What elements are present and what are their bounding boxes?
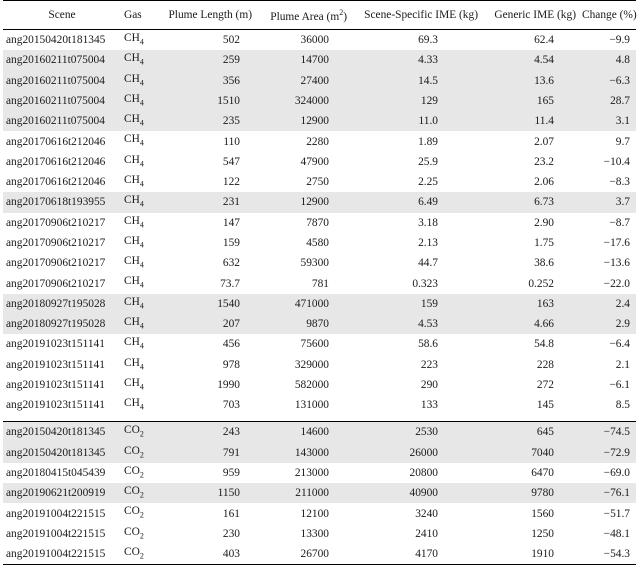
gas-cell — [121, 355, 158, 375]
gas-cell — [121, 503, 158, 523]
gas-base: CH — [124, 153, 140, 166]
plume-length-cell: 791 — [158, 443, 254, 463]
table-row — [3, 152, 636, 172]
gas-base: CH — [124, 356, 140, 369]
scene-cell: ang20160211t075004 — [3, 91, 121, 111]
scene-cell: ang20150420t181345 — [3, 443, 121, 463]
gas-base: CH — [124, 52, 140, 65]
plume-ime-table — [3, 0, 636, 565]
scene-cell: ang20191004t221515 — [6, 507, 106, 520]
scene-specific-ime-cell: 69.3 — [418, 34, 438, 47]
change-cell: −69.0 — [603, 467, 630, 480]
ch4-section — [3, 30, 636, 416]
generic-ime-cell: 145 — [536, 399, 554, 412]
change-cell: −76.1 — [580, 483, 636, 503]
scene-specific-ime-cell: 4.33 — [351, 50, 484, 70]
plume-length-cell: 403 — [158, 544, 254, 565]
generic-ime-cell: 1560 — [531, 507, 554, 520]
gas-base: CO — [124, 485, 140, 498]
generic-ime-cell: 6470 — [531, 467, 554, 480]
change-cell: −8.7 — [609, 216, 630, 229]
generic-ime-cell: 2.06 — [534, 176, 554, 189]
gas-base: CO — [124, 546, 140, 559]
change-cell: −51.7 — [603, 507, 630, 520]
header-scene-specific-ime: Scene-Specific IME (kg) — [364, 9, 478, 21]
gas-base: CO — [124, 424, 140, 437]
scene-cell: ang20150420t181345 — [6, 34, 106, 47]
scene-cell: ang20190621t200919 — [3, 483, 121, 503]
plume-area-cell: 131000 — [294, 399, 329, 412]
gas-subscript: 4 — [139, 240, 144, 250]
scene-cell: ang20160211t075004 — [3, 71, 121, 91]
plume-length-cell: 1510 — [158, 91, 254, 111]
gas-base: CH — [124, 336, 140, 349]
plume-length-cell: 230 — [222, 527, 240, 540]
generic-ime-cell: 13.6 — [484, 71, 580, 91]
generic-ime-cell: 62.4 — [534, 34, 554, 47]
gas-base: CH — [124, 92, 140, 105]
gas-base: CH — [124, 376, 140, 389]
plume-area-cell: 36000 — [300, 34, 329, 47]
plume-area-cell: 12900 — [254, 111, 351, 131]
gas-subscript: 2 — [139, 490, 144, 500]
scene-cell: ang20191023t151141 — [6, 378, 105, 391]
scene-specific-ime-cell: 3240 — [415, 507, 438, 520]
change-cell: −48.1 — [603, 527, 630, 540]
header-plume-area — [254, 1, 351, 30]
gas-cell — [121, 111, 158, 131]
gas-subscript: 4 — [139, 158, 144, 168]
change-cell: −10.4 — [603, 155, 630, 168]
table-row — [3, 503, 636, 523]
scene-cell: ang20160211t075004 — [3, 50, 121, 70]
gas-cell — [121, 172, 158, 192]
table-row — [3, 544, 636, 565]
scene-specific-ime-cell: 4.53 — [351, 314, 484, 334]
scene-specific-ime-cell: 25.9 — [418, 155, 438, 168]
scene-cell: ang20160211t075004 — [3, 111, 121, 131]
gas-subscript: 4 — [139, 280, 144, 290]
table-row — [3, 192, 636, 212]
gas-base: CH — [124, 234, 140, 247]
generic-ime-cell: 4.66 — [484, 314, 580, 334]
plume-table-container — [3, 0, 636, 565]
gas-cell — [121, 30, 158, 51]
plume-length-cell: 502 — [222, 34, 240, 47]
plume-area-cell: 9870 — [254, 314, 351, 334]
gas-subscript: 4 — [139, 321, 144, 331]
gas-subscript: 4 — [139, 300, 144, 310]
plume-area-cell: 12900 — [254, 192, 351, 212]
plume-length-cell: 235 — [158, 111, 254, 131]
plume-area-cell: 582000 — [294, 378, 329, 391]
gas-cell — [121, 50, 158, 70]
gas-base: CH — [124, 275, 140, 288]
plume-area-cell: 12100 — [300, 507, 329, 520]
plume-length-cell: 159 — [222, 236, 240, 249]
plume-area-cell: 7870 — [306, 216, 329, 229]
scene-cell: ang20170906t210217 — [6, 277, 106, 290]
plume-area-cell: 27400 — [254, 71, 351, 91]
gas-cell — [121, 483, 158, 503]
table-row — [3, 395, 636, 415]
scene-specific-ime-cell: 26000 — [351, 443, 484, 463]
gas-subscript: 4 — [139, 219, 144, 229]
scene-cell: ang20170618t193955 — [3, 192, 121, 212]
scene-specific-ime-cell: 133 — [420, 399, 438, 412]
scene-specific-ime-cell: 14.5 — [351, 71, 484, 91]
table-row — [3, 71, 636, 91]
scene-specific-ime-cell: 2.13 — [418, 236, 438, 249]
gas-subscript: 2 — [139, 510, 144, 520]
table-row — [3, 483, 636, 503]
gas-subscript: 2 — [139, 470, 144, 480]
scene-cell: ang20170906t210217 — [6, 257, 106, 270]
scene-cell: ang20170616t212046 — [6, 155, 106, 168]
table-row — [3, 422, 636, 443]
gas-cell — [121, 152, 158, 172]
scene-cell: ang20191023t151141 — [6, 338, 105, 351]
change-cell: 28.7 — [580, 91, 636, 111]
gas-cell — [121, 192, 158, 212]
scene-cell: ang20191023t151141 — [6, 399, 105, 412]
change-cell: −17.6 — [603, 236, 630, 249]
header-plume-area-close: ) — [343, 10, 347, 23]
gas-cell — [121, 544, 158, 565]
generic-ime-cell: 2.07 — [534, 135, 554, 148]
plume-length-cell: 456 — [222, 338, 240, 351]
table-row — [3, 314, 636, 334]
plume-length-cell: 1990 — [217, 378, 240, 391]
generic-ime-cell: 7040 — [484, 443, 580, 463]
gas-cell — [121, 71, 158, 91]
gas-subscript: 4 — [139, 37, 144, 47]
plume-area-cell: 324000 — [254, 91, 351, 111]
change-cell: 3.1 — [580, 111, 636, 131]
gas-cell — [121, 463, 158, 483]
change-cell: −9.9 — [609, 34, 630, 47]
plume-area-cell: 75600 — [300, 338, 329, 351]
plume-area-cell: 14600 — [254, 422, 351, 443]
scene-specific-ime-cell: 129 — [351, 91, 484, 111]
table-row — [3, 463, 636, 483]
generic-ime-cell: 165 — [484, 91, 580, 111]
plume-area-cell: 781 — [311, 277, 329, 290]
plume-area-cell: 329000 — [294, 358, 329, 371]
gas-subscript: 4 — [139, 77, 144, 87]
gas-subscript: 4 — [139, 118, 144, 128]
gas-base: CH — [124, 113, 140, 126]
scene-cell: ang20180415t045439 — [6, 467, 106, 480]
scene-specific-ime-cell: 40900 — [351, 483, 484, 503]
plume-area-cell: 13300 — [300, 527, 329, 540]
gas-subscript: 4 — [139, 341, 144, 351]
generic-ime-cell: 54.8 — [534, 338, 554, 351]
generic-ime-cell: 1.75 — [534, 236, 554, 249]
scene-cell: ang20191023t151141 — [6, 358, 105, 371]
generic-ime-cell: 1250 — [531, 527, 554, 540]
table-row — [3, 111, 636, 131]
plume-area-cell: 143000 — [254, 443, 351, 463]
plume-length-cell: 207 — [158, 314, 254, 334]
co2-section — [3, 422, 636, 565]
header-scene: Scene — [48, 9, 76, 21]
generic-ime-cell: 6.73 — [484, 192, 580, 212]
generic-ime-cell: 0.252 — [528, 277, 554, 290]
change-cell: 2.9 — [580, 314, 636, 334]
table-row — [3, 375, 636, 395]
scene-cell: ang20191004t221515 — [3, 544, 121, 565]
plume-length-cell: 243 — [158, 422, 254, 443]
header-change: Change (%) — [582, 9, 637, 21]
plume-length-cell: 978 — [222, 358, 240, 371]
gas-cell — [121, 131, 158, 151]
gas-subscript: 4 — [139, 98, 144, 108]
gas-subscript: 2 — [139, 449, 144, 459]
scene-specific-ime-cell: 4170 — [351, 544, 484, 565]
scene-specific-ime-cell: 1.89 — [418, 135, 438, 148]
header-plume-length: Plume Length (m) — [168, 9, 252, 21]
table-row — [3, 443, 636, 463]
plume-length-cell: 959 — [222, 467, 240, 480]
gas-base: CH — [124, 397, 140, 410]
gas-subscript: 4 — [139, 260, 144, 270]
scene-cell: ang20180927t195028 — [3, 314, 121, 334]
gas-base: CH — [124, 255, 140, 268]
plume-area-cell: 2280 — [306, 135, 329, 148]
change-cell: −74.5 — [580, 422, 636, 443]
header-generic-ime: Generic IME (kg) — [494, 9, 576, 21]
scene-specific-ime-cell: 223 — [420, 358, 438, 371]
generic-ime-cell: 9780 — [484, 483, 580, 503]
header-gas: Gas — [124, 9, 142, 21]
change-cell: 2.4 — [580, 294, 636, 314]
table-row — [3, 50, 636, 70]
gas-cell — [121, 375, 158, 395]
plume-area-cell: 4580 — [306, 236, 329, 249]
scene-specific-ime-cell: 290 — [420, 378, 438, 391]
generic-ime-cell: 4.54 — [484, 50, 580, 70]
gas-cell — [121, 395, 158, 415]
table-row — [3, 30, 636, 51]
table-row — [3, 213, 636, 233]
plume-area-cell: 213000 — [294, 467, 329, 480]
plume-area-cell: 14700 — [254, 50, 351, 70]
gas-base: CO — [124, 505, 140, 518]
plume-area-cell: 47900 — [300, 155, 329, 168]
gas-cell — [121, 233, 158, 253]
table-row — [3, 233, 636, 253]
plume-length-cell: 703 — [222, 399, 240, 412]
scene-specific-ime-cell: 159 — [351, 294, 484, 314]
change-cell: −6.3 — [580, 71, 636, 91]
table-row — [3, 172, 636, 192]
change-cell: −6.4 — [609, 338, 630, 351]
gas-cell — [121, 422, 158, 443]
scene-specific-ime-cell: 2530 — [351, 422, 484, 443]
gas-subscript: 2 — [139, 531, 144, 541]
scene-cell: ang20191004t221515 — [6, 527, 106, 540]
table-row — [3, 355, 636, 375]
gas-base: CH — [124, 295, 140, 308]
gas-subscript: 4 — [139, 382, 144, 392]
table-row — [3, 131, 636, 151]
plume-length-cell: 73.7 — [220, 277, 240, 290]
gas-base: CO — [124, 444, 140, 457]
table-row — [3, 334, 636, 354]
gas-cell — [121, 213, 158, 233]
scene-specific-ime-cell: 3.18 — [418, 216, 438, 229]
gas-base: CH — [124, 72, 140, 85]
scene-cell: ang20170616t212046 — [6, 135, 106, 148]
plume-length-cell: 122 — [222, 176, 240, 189]
plume-length-cell: 1150 — [158, 483, 254, 503]
gas-subscript: 2 — [139, 551, 144, 561]
table-row — [3, 91, 636, 111]
scene-specific-ime-cell: 58.6 — [418, 338, 438, 351]
change-cell: 3.7 — [580, 192, 636, 212]
gas-base: CH — [124, 173, 140, 186]
generic-ime-cell: 23.2 — [534, 155, 554, 168]
generic-ime-cell: 228 — [536, 358, 554, 371]
plume-area-cell: 2750 — [306, 176, 329, 189]
gas-subscript: 2 — [139, 429, 144, 439]
scene-specific-ime-cell: 20800 — [409, 467, 438, 480]
gas-base: CH — [124, 133, 140, 146]
gas-subscript: 4 — [139, 199, 144, 209]
table-row — [3, 273, 636, 293]
scene-cell: ang20180927t195028 — [3, 294, 121, 314]
plume-length-cell: 1540 — [158, 294, 254, 314]
generic-ime-cell: 2.90 — [534, 216, 554, 229]
table-row — [3, 294, 636, 314]
change-cell: −8.3 — [609, 176, 630, 189]
change-cell: −72.9 — [580, 443, 636, 463]
change-cell: 9.7 — [615, 135, 630, 148]
header-plume-area-text: Plume Area (m — [270, 10, 340, 23]
plume-length-cell: 110 — [223, 135, 240, 148]
change-cell: 4.8 — [580, 50, 636, 70]
header-row — [3, 1, 636, 30]
change-cell: −54.3 — [580, 544, 636, 565]
scene-cell: ang20170906t210217 — [6, 216, 106, 229]
plume-length-cell: 231 — [158, 192, 254, 212]
scene-specific-ime-cell: 2410 — [415, 527, 438, 540]
plume-area-cell: 471000 — [254, 294, 351, 314]
scene-cell: ang20150420t181345 — [3, 422, 121, 443]
plume-length-cell: 161 — [222, 507, 240, 520]
gas-subscript: 4 — [139, 361, 144, 371]
generic-ime-cell: 163 — [484, 294, 580, 314]
scene-specific-ime-cell: 44.7 — [418, 257, 438, 270]
generic-ime-cell: 272 — [536, 378, 554, 391]
gas-base: CO — [124, 525, 140, 538]
header-plume-area-sup: 2 — [339, 7, 344, 17]
gas-cell — [121, 314, 158, 334]
change-cell: −6.1 — [609, 378, 630, 391]
gas-cell — [121, 253, 158, 273]
scene-cell: ang20170616t212046 — [6, 176, 106, 189]
scene-specific-ime-cell: 6.49 — [351, 192, 484, 212]
plume-area-cell: 211000 — [254, 483, 351, 503]
gas-cell — [121, 294, 158, 314]
gas-cell — [121, 443, 158, 463]
generic-ime-cell: 645 — [484, 422, 580, 443]
gas-cell — [121, 524, 158, 544]
gas-cell — [121, 273, 158, 293]
table-row — [3, 253, 636, 273]
scene-specific-ime-cell: 0.323 — [412, 277, 438, 290]
change-cell: 2.1 — [615, 358, 630, 371]
plume-length-cell: 547 — [222, 155, 240, 168]
gas-cell — [121, 334, 158, 354]
generic-ime-cell: 1910 — [484, 544, 580, 565]
plume-area-cell: 26700 — [254, 544, 351, 565]
gas-base: CH — [124, 194, 140, 207]
scene-cell: ang20170906t210217 — [6, 236, 106, 249]
plume-length-cell: 632 — [222, 257, 240, 270]
gas-subscript: 4 — [139, 57, 144, 67]
gas-subscript: 4 — [139, 138, 144, 148]
change-cell: −13.6 — [603, 257, 630, 270]
gas-subscript: 4 — [139, 402, 144, 412]
generic-ime-cell: 11.4 — [484, 111, 580, 131]
scene-specific-ime-cell: 2.25 — [418, 176, 438, 189]
gas-cell — [121, 91, 158, 111]
gas-base: CH — [124, 214, 140, 227]
plume-length-cell: 147 — [222, 216, 240, 229]
table-row — [3, 524, 636, 544]
gas-subscript: 4 — [139, 179, 144, 189]
plume-length-cell: 356 — [158, 71, 254, 91]
plume-area-cell: 59300 — [300, 257, 329, 270]
gas-base: CH — [124, 32, 140, 44]
scene-specific-ime-cell: 11.0 — [351, 111, 484, 131]
change-cell: −22.0 — [603, 277, 630, 290]
gas-base: CH — [124, 315, 140, 328]
plume-length-cell: 259 — [158, 50, 254, 70]
generic-ime-cell: 38.6 — [534, 257, 554, 270]
gas-base: CO — [124, 464, 140, 477]
change-cell: 8.5 — [615, 399, 630, 412]
